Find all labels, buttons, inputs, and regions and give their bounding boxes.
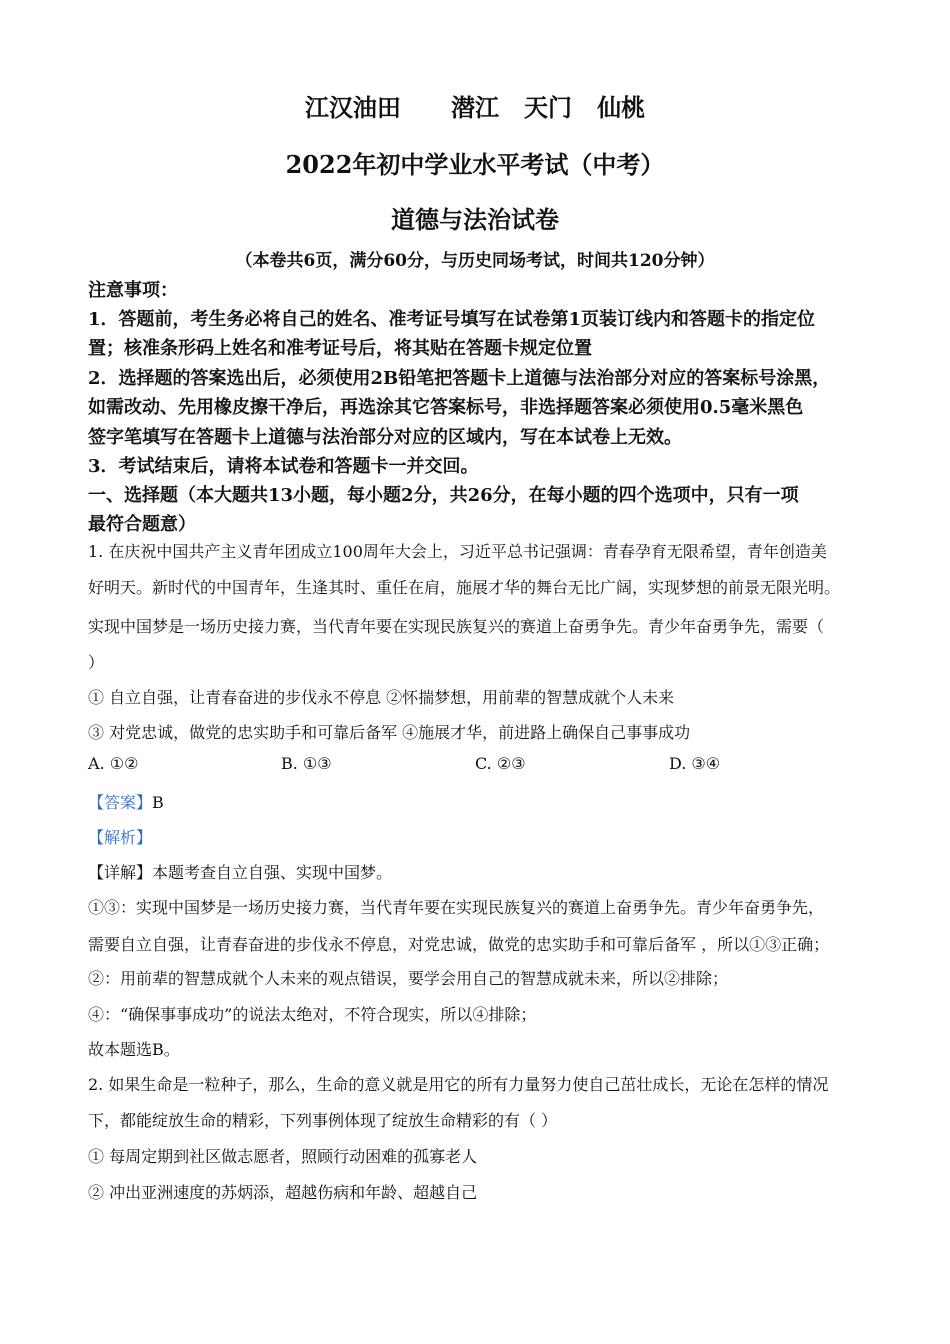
- q1-stem: 实现中国梦是一场历史接力赛，当代青年要在实现民族复兴的赛道上奋勇争先。青少年奋勇争先，需要（: [88, 617, 825, 636]
- exam-info: （本卷共6页，满分60分，与历史同场考试，时间共120分钟）: [235, 251, 715, 271]
- q1-option-b: B. ①③: [281, 754, 332, 773]
- q2-statement: ② 冲出亚洲速度的苏炳添，超越伤病和年龄、超越自己: [88, 1183, 478, 1202]
- q1-option-a: A. ①②: [88, 754, 139, 773]
- q1-statement: ③ 对党忠诚，做党的忠实助手和可靠后备军 ④施展才华，前进路上确保自己事事成功: [88, 723, 691, 742]
- q1-answer: [88, 790, 164, 813]
- q1-detail: 故本题选B。: [88, 1040, 180, 1059]
- q1-detail: ②：用前辈的智慧成就个人未来的观点错误，要学会用自己的智慧成就未来，所以②排除；: [88, 969, 729, 988]
- section-heading-cont: 最符合题意）: [88, 514, 196, 535]
- subject-title: 道德与法治试卷: [391, 205, 559, 234]
- q1-detail: ①③：实现中国梦是一场历史接力赛，当代青年要在实现民族复兴的赛道上奋勇争先。青少年奋勇争先，: [88, 898, 825, 917]
- q1-analysis-tag: 【解析】: [88, 828, 153, 847]
- q1-stem: ）: [88, 653, 105, 672]
- notice-line: 置；核准条形码上姓名和准考证号后，将其贴在答题卡规定位置: [88, 338, 592, 359]
- notice-heading: 注意事项：: [88, 280, 178, 301]
- notice-line: 2．选择题的答案选出后，必须使用2B铅笔把答题卡上道德与法治部分对应的答案标号涂黑，: [88, 368, 831, 389]
- notice-line: 3．考试结束后，请将本试卷和答题卡一并交回。: [88, 456, 479, 477]
- q1-detail: ④：“确保事事成功”的说法太绝对，不符合现实，所以④排除；: [88, 1005, 537, 1024]
- notice-line: 如需改动、先用橡皮擦干净后，再选涂其它答案标号，非选择题答案必须使用0.5毫米黑色: [88, 397, 804, 418]
- q2-stem: 2. 如果生命是一粒种子，那么，生命的意义就是用它的所有力量努力使自己茁壮成长，无论在怎样的情况: [88, 1075, 829, 1094]
- q2-stem: 下，都能绽放生命的精彩，下列事例体现了绽放生命精彩的有（ ）: [88, 1111, 558, 1130]
- q1-statement: ① 自立自强，让青春奋进的步伐永不停息 ②怀揣梦想，用前辈的智慧成就个人未来: [88, 688, 675, 707]
- exam-year-title: 2022年初中学业水平考试（中考）: [285, 150, 665, 179]
- exam-region-title: 江汉油田 潜江 天门 仙桃: [304, 93, 646, 122]
- q1-option-c: C. ②③: [475, 754, 526, 773]
- notice-line: 签字笔填写在答题卡上道德与法治部分对应的区域内，写在本试卷上无效。: [88, 427, 682, 448]
- q1-stem: 1. 在庆祝中国共产主义青年团成立100周年大会上，习近平总书记强调：青春孕育无限希望，青年创造美: [88, 542, 827, 561]
- section-heading: 一、选择题（本大题共13小题，每小题2分，共26分，在每小题的四个选项中，只有一项: [88, 485, 799, 506]
- q1-option-d: D. ③④: [669, 754, 721, 773]
- q2-statement: ① 每周定期到社区做志愿者，照顾行动困难的孤寡老人: [88, 1147, 478, 1166]
- answer-value: B: [152, 793, 164, 812]
- notice-line: 1．答题前，考生务必将自己的姓名、准考证号填写在试卷第1页装订线内和答题卡的指定位: [88, 309, 816, 330]
- q1-detail: 需要自立自强，让青春奋进的步伐永不停息，对党忠诚，做党的忠实助手和可靠后备军 ，所以①③正确；: [88, 935, 830, 954]
- q1-stem: 好明天。新时代的中国青年，生逢其时、重任在肩，施展才华的舞台无比广阔，实现梦想的前景无限光明。: [88, 578, 841, 597]
- answer-tag: 【答案】: [88, 793, 153, 812]
- q1-detail: 【详解】本题考查自立自强、实现中国梦。: [88, 863, 393, 882]
